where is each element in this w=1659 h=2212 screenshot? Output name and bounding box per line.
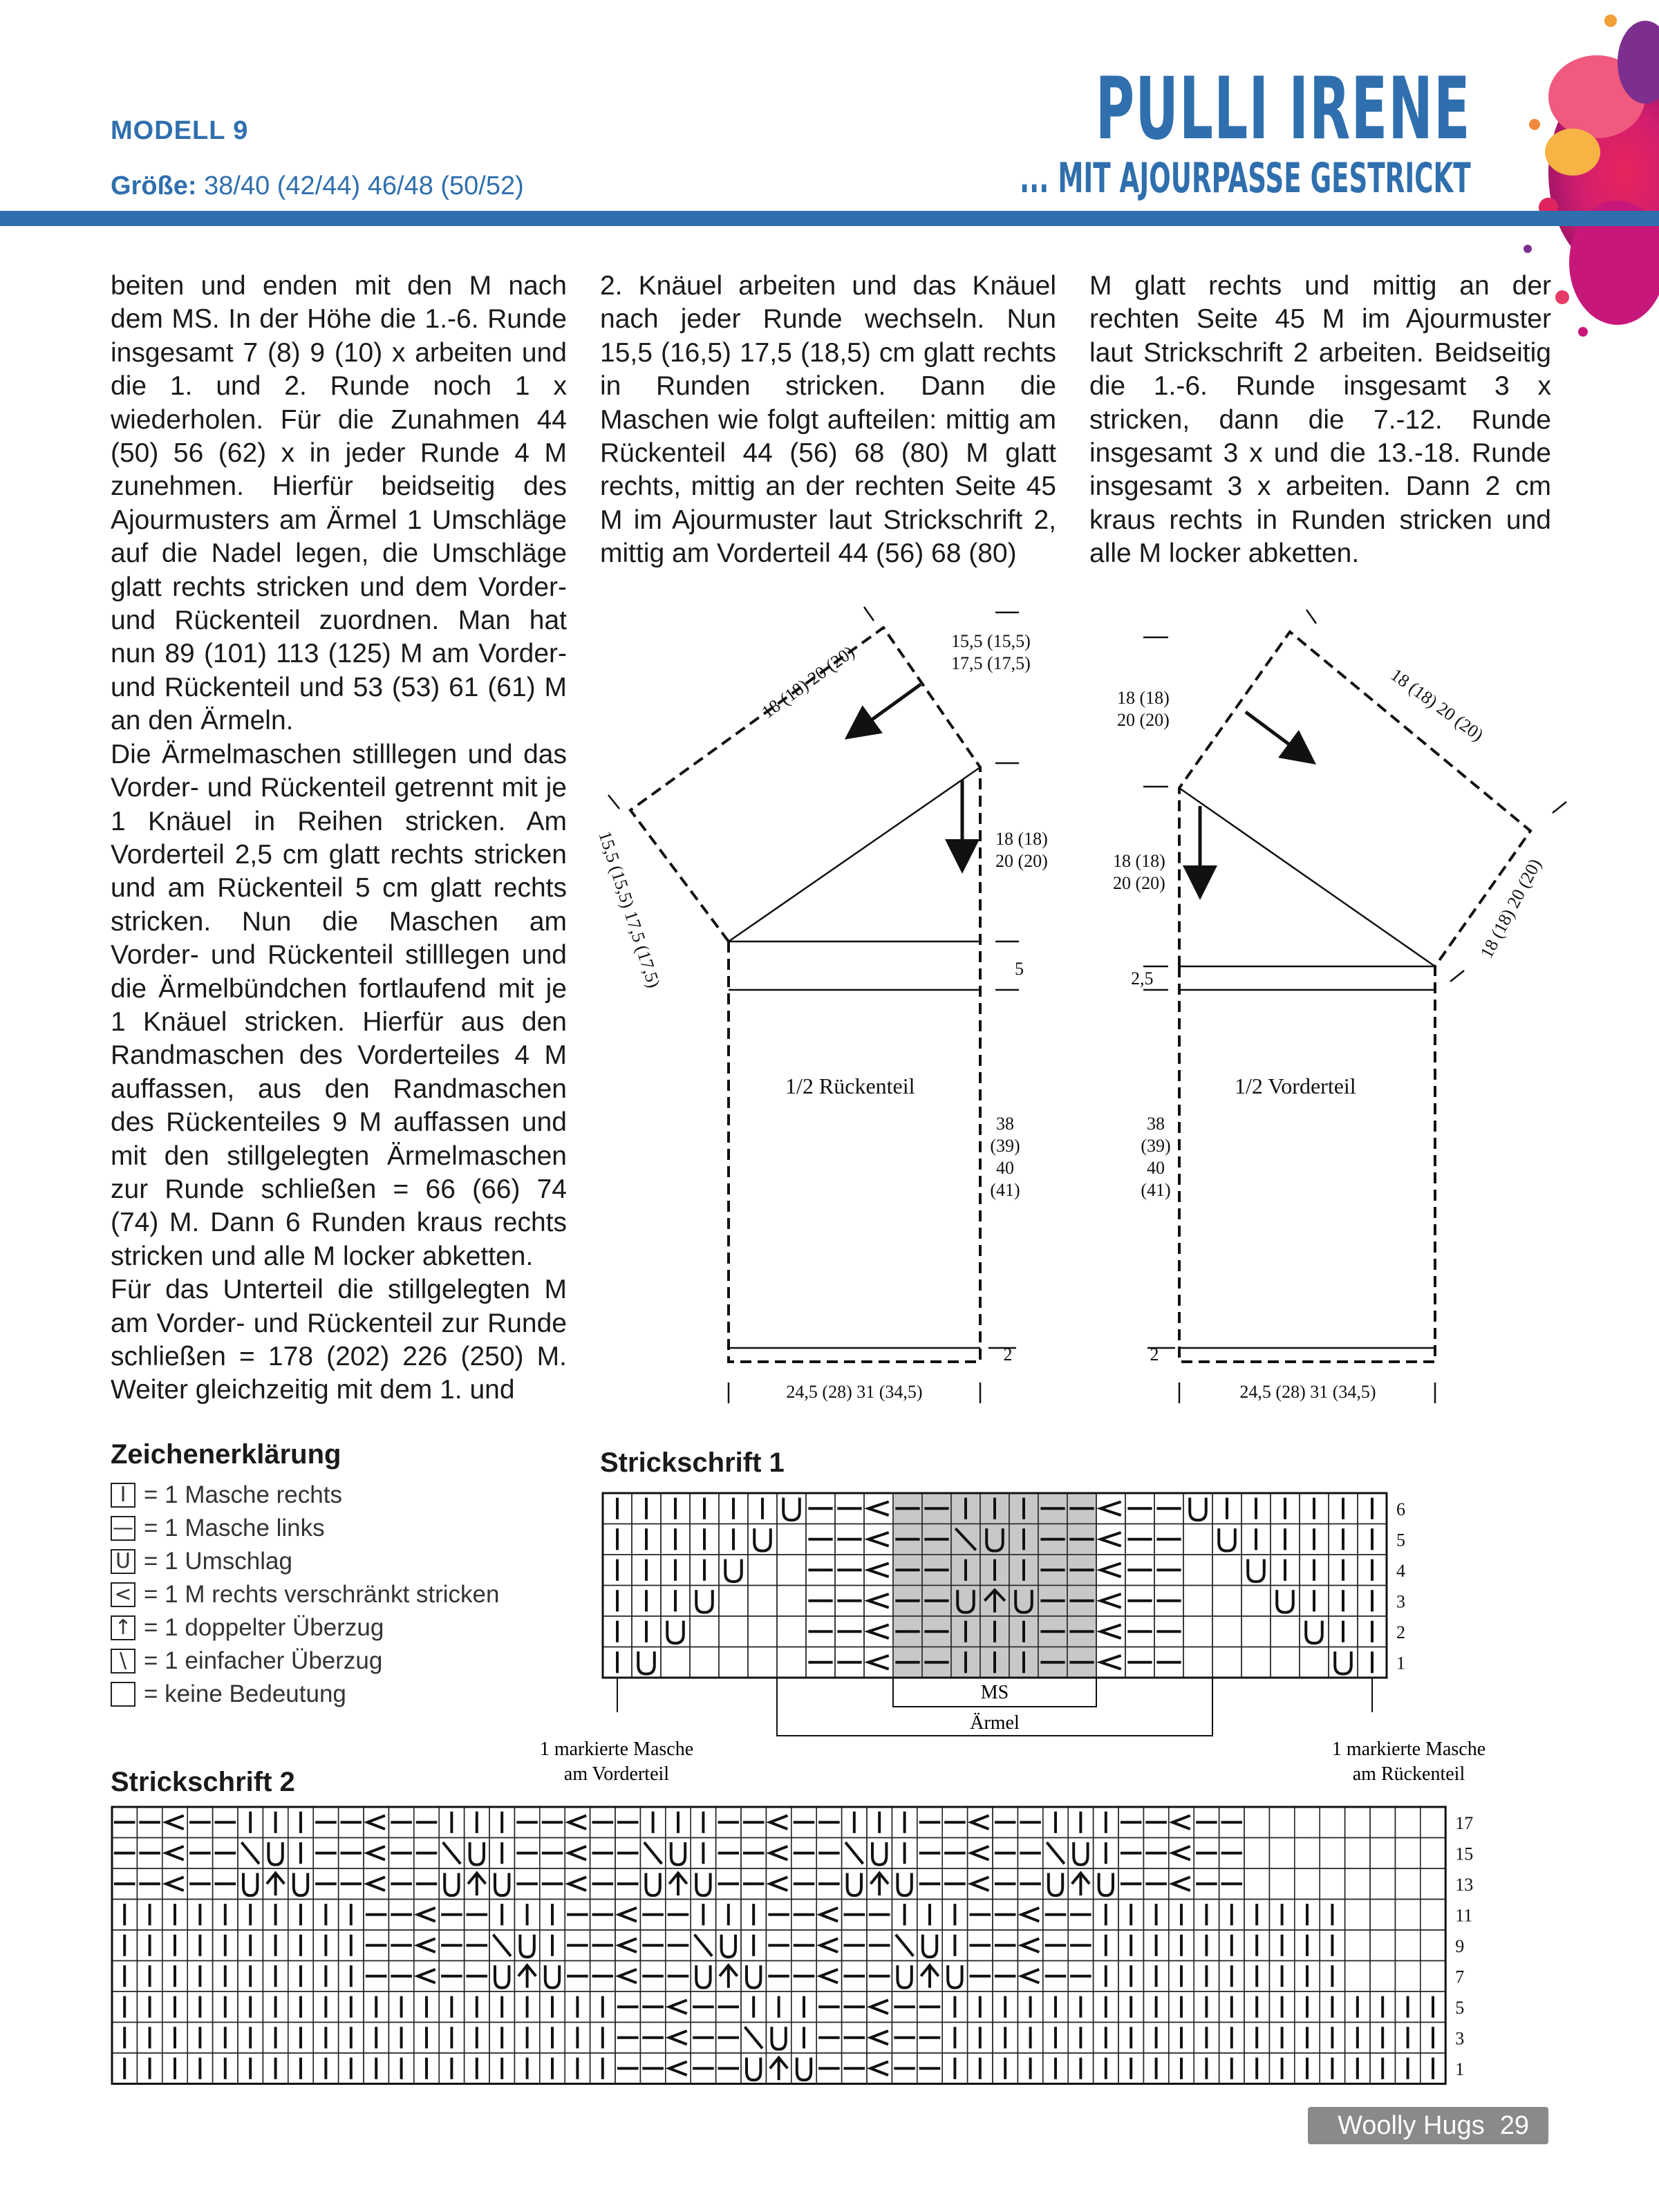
chart2-row: [112, 1930, 1445, 1961]
chart1-cell: [690, 1616, 719, 1647]
back-band-label: 5: [1015, 959, 1024, 979]
chart1-cell: [1300, 1647, 1329, 1678]
chart2-cell: [1345, 1807, 1370, 1838]
chart2-cell: [1320, 1838, 1344, 1869]
legend-text: = 1 doppelter Überzug: [144, 1614, 384, 1641]
legend-symbol: <: [111, 1582, 135, 1607]
chart1-note: am Rückenteil: [1352, 1763, 1465, 1785]
chart1-cell: [719, 1586, 748, 1617]
chart1-cell: [777, 1586, 806, 1617]
chart1-cell: [719, 1616, 748, 1647]
back-piece-label: 1/2 Rückenteil: [785, 1074, 915, 1098]
chart1-row: [603, 1616, 1387, 1647]
chart1-cell: [1241, 1586, 1271, 1617]
back-hem-label: 2: [1003, 1344, 1013, 1365]
chart2-cell: [1320, 1807, 1344, 1838]
back-right-h2: 20 (20): [995, 851, 1048, 871]
chart1-row: [603, 1555, 1387, 1586]
chart1-note: 1 markierte Masche: [539, 1738, 694, 1760]
back-diag-label: 18 (18) 20 (20): [758, 641, 859, 722]
legend-text: = keine Bedeutung: [144, 1680, 346, 1707]
chart1-cell: [1183, 1524, 1212, 1555]
chart2-row: [112, 1991, 1445, 2023]
chart1-cell: [1271, 1616, 1300, 1647]
chart2-row-label: 13: [1455, 1875, 1474, 1895]
front-length-1: 38: [1147, 1114, 1165, 1134]
chart2-cell: [1421, 1868, 1445, 1900]
back-length-2: (39): [990, 1136, 1020, 1156]
back-length-4: (41): [990, 1180, 1020, 1200]
chart2-cell: [1295, 1807, 1320, 1838]
chart2-cell: [1269, 1868, 1294, 1900]
chart1-cell: [1212, 1647, 1241, 1678]
front-piece-label: 1/2 Vorderteil: [1235, 1074, 1356, 1098]
legend-text: = 1 Masche rechts: [144, 1481, 342, 1508]
chart2-row: [112, 2053, 1445, 2084]
chart2-cell: [1244, 1838, 1269, 1869]
chart2-row-label: 3: [1455, 2028, 1465, 2049]
chart2-row: [112, 1807, 1445, 1838]
chart2-cell: [1395, 1868, 1420, 1900]
chart2-cell: [1395, 1930, 1420, 1961]
chart1-row: [603, 1493, 1387, 1524]
chart1-row: [603, 1586, 1387, 1617]
chart1-cell: [1241, 1616, 1271, 1647]
chart2-row-label: 9: [1455, 1936, 1465, 1957]
chart2-row: [112, 1868, 1445, 1900]
chart2-cell: [1421, 1838, 1445, 1869]
chart2-row: [112, 1838, 1445, 1869]
chart1-cell: [1212, 1555, 1241, 1586]
front-length-3: 40: [1147, 1158, 1165, 1178]
chart2-row-label: 5: [1455, 1998, 1465, 2018]
back-length-1: 38: [996, 1114, 1014, 1134]
front-band-label: 2,5: [1131, 968, 1154, 988]
footer-badge: [1308, 2107, 1548, 2144]
chart2-cell: [1320, 1868, 1344, 1900]
chart1: [603, 1493, 1405, 1678]
chart2-row: [112, 2023, 1445, 2054]
chart1-row-label: 5: [1396, 1530, 1405, 1550]
chart1-row-label: 4: [1396, 1561, 1405, 1582]
chart2-cell: [1370, 1868, 1395, 1900]
chart1-row-label: 3: [1396, 1591, 1405, 1612]
legend-symbol: \: [111, 1649, 135, 1674]
back-bottom-width: 24,5 (28) 31 (34,5): [786, 1382, 923, 1402]
chart1-row-label: 1: [1396, 1653, 1405, 1674]
chart2-row: [112, 1900, 1445, 1931]
chart2-cell: [1370, 1930, 1395, 1961]
legend-symbol: U: [111, 1549, 135, 1574]
chart2-cell: [1421, 1900, 1445, 1931]
chart2-cell: [1345, 1930, 1370, 1961]
chart2-cell: [1345, 1838, 1370, 1869]
chart2-row-label: 11: [1455, 1905, 1473, 1926]
back-left-diag-label: 15,5 (15,5) 17,5 (17,5): [594, 828, 664, 991]
chart2-cell: [1421, 1930, 1445, 1961]
front-bottom-width: 24,5 (28) 31 (34,5): [1239, 1382, 1376, 1402]
chart1-cell: [1241, 1647, 1271, 1678]
chart1-cell: [1212, 1586, 1241, 1617]
size-value: 38/40 (42/44) 46/48 (50/52): [196, 171, 524, 200]
legend-symbol: —: [111, 1516, 135, 1541]
front-right-diag-label: 18 (18) 20 (20): [1476, 855, 1546, 962]
back-right-h1: 18 (18): [995, 829, 1048, 849]
paragraph: M glatt rechts und mittig an der rechten Seite 45 M im Ajourmuster laut Strickschrift 2 arbeiten. Beidseitig die 1.-6. Runde insgesamt 3 x stricken, dann die 7.-12. Runde insgesamt 3 x und die 13.-18. Runde insgesamt 3 x arbeiten. Dann 2 cm kraus rechts in Runden stricken und alle M locker abketten.: [1089, 271, 1551, 569]
back-top-width-2: 17,5 (17,5): [951, 653, 1031, 673]
ms-label: MS: [980, 1682, 1009, 1703]
chart1-cell: [777, 1524, 806, 1555]
chart2-cell: [1345, 1900, 1370, 1931]
legend-title: Zeichenerklärung: [111, 1439, 341, 1470]
front-top-h2: 20 (20): [1117, 710, 1170, 730]
legend-text: = 1 einfacher Überzug: [144, 1647, 383, 1674]
front-length-2: (39): [1141, 1136, 1171, 1156]
chart1-cell: [748, 1616, 777, 1647]
chart2-cell: [1345, 1868, 1370, 1900]
chart1-row: [603, 1524, 1387, 1555]
chart1-row-label: 6: [1396, 1499, 1405, 1520]
chart2-cell: [1295, 1868, 1320, 1900]
chart1-note: 1 markierte Masche: [1331, 1738, 1486, 1760]
paragraph: Die Ärmelmaschen stilllegen und das Vorder- und Rückenteil getrennt mit je 1 Knäuel in Reihen stricken. Am Vorderteil 2,5 cm glatt rechts stricken und am Rückenteil 5 cm glatt rechts stricken. Nun die Maschen am Vorder- und Rückenteil stilllegen und die Ärmelbündchen fortlaufend mit je 1 Knäuel stricken. Hierfür aus den Randmaschen des Vorderteiles 4 M auffassen, aus den Randmaschen des Rückenteiles 9 M auffassen und mit den stillgelegten Ärmelmaschen zur Runde schließen = 66 (66) 74 (74) M. Dann 6 Runden kraus rechts stricken und alle M locker abketten.: [111, 739, 567, 1271]
chart1-cell: [1183, 1616, 1212, 1647]
page-subtitle: ... MIT AJOURPASSE GESTRICKT: [1020, 154, 1471, 203]
chart2-row-label: 17: [1455, 1813, 1474, 1834]
front-diag-label: 18 (18) 20 (20): [1387, 664, 1488, 745]
chart2-row: [112, 1961, 1445, 1992]
page-number: 29: [1499, 2110, 1529, 2140]
chart2-cell: [1244, 1807, 1269, 1838]
legend-text: = 1 M rechts verschränkt stricken: [144, 1581, 500, 1608]
chart1-cell: [777, 1616, 806, 1647]
front-top-h1: 18 (18): [1117, 688, 1170, 708]
chart2-cell: [1421, 1807, 1445, 1838]
chart2-title: Strickschrift 2: [111, 1767, 295, 1797]
chart2-cell: [1370, 1900, 1395, 1931]
legend-text: = 1 Masche links: [144, 1515, 325, 1541]
paragraph: 2. Knäuel arbeiten und das Knäuel nach jeder Runde wechseln. Nun 15,5 (16,5) 17,5 (18,5) cm glatt rechts in Runden stricken. Dann die Maschen wie folgt aufteilen: mittig am Rückenteil 44 (56) 68 (80) M glatt rechts, mittig an der rechten Seite 45 M im Ajourmuster laut Strickschrift 2, mittig am Vorderteil 44 (56) 68 (80): [600, 271, 1056, 569]
legend-symbol: ↑: [111, 1615, 135, 1640]
chart1-cell: [719, 1647, 748, 1678]
chart1-cell: [748, 1555, 777, 1586]
front-hem-label: 2: [1150, 1344, 1159, 1365]
chart1-cell: [748, 1647, 777, 1678]
chart2-cell: [1244, 1868, 1269, 1900]
footer-brand: Woolly Hugs: [1338, 2110, 1485, 2140]
back-length-3: 40: [996, 1158, 1014, 1178]
chart2-cell: [1395, 1838, 1420, 1869]
size-label: Größe:: [111, 171, 197, 200]
chart1-row-label: 2: [1396, 1622, 1405, 1643]
chart1-cell: [777, 1555, 806, 1586]
chart1-cell: [690, 1647, 719, 1678]
chart1-cell: [1271, 1647, 1300, 1678]
chart2-cell: [1395, 1807, 1420, 1838]
chart2-cell: [1269, 1838, 1294, 1869]
model-number: MODELL 9: [111, 116, 249, 145]
chart2-cell: [1295, 1838, 1320, 1869]
chart2-row-label: 15: [1455, 1844, 1474, 1864]
chart1-cell: [661, 1647, 690, 1678]
chart1-cell: [1183, 1555, 1212, 1586]
chart2-cell: [1370, 1961, 1395, 1992]
front-mid-h1: 18 (18): [1113, 851, 1165, 871]
chart1-note: am Vorderteil: [563, 1763, 670, 1785]
chart2: [112, 1807, 1473, 2084]
chart2-row-label: 7: [1455, 1967, 1465, 1987]
front-length-4: (41): [1141, 1180, 1171, 1200]
chart1-cell: [1183, 1586, 1212, 1617]
paragraph: Für das Unterteil die stillgelegten M am Vorder- und Rückenteil zur Runde schließen = 178 (202) 226 (250) M. Weiter gleichzeitig mit dem 1. und: [111, 1275, 567, 1405]
chart2-cell: [1395, 1961, 1420, 1992]
chart1-cell: [777, 1647, 806, 1678]
back-top-width: 15,5 (15,5): [951, 631, 1031, 651]
chart1-cell: [748, 1586, 777, 1617]
paragraph: beiten und enden mit den M nach dem MS. In der Höhe die 1.-6. Runde insgesamt 7 (8) 9 (10) x arbeiten und die 1. und 2. Runde noch 1 x wiederholen. Für die Zunahmen 44 (50) 56 (62) x in jeder Runde 4 M zunehmen. Hierfür beidseitig des Ajourmusters am Ärmel 1 Umschläge auf die Nadel legen, die Umschläge glatt rechts stricken und dem Vorder- und Rückenteil zuordnen. Man hat nun 89 (101) 113 (125) M am Vorder- und Rückenteil und 53 (53) 61 (61) M an den Ärmeln.: [111, 271, 567, 736]
chart1-annotations: [540, 1678, 1485, 1785]
armel-label: Ärmel: [970, 1712, 1020, 1734]
legend-symbol: I: [111, 1483, 135, 1508]
chart2-cell: [1421, 1961, 1445, 1992]
front-mid-h2: 20 (20): [1113, 873, 1165, 893]
chart2-row-label: 1: [1455, 2059, 1465, 2080]
chart1-title: Strickschrift 1: [600, 1447, 785, 1478]
page-title: PULLI IRENE: [1096, 59, 1471, 159]
chart2-cell: [1370, 1838, 1395, 1869]
chart1-row: [603, 1647, 1387, 1678]
chart1-cell: [1183, 1647, 1212, 1678]
chart2-cell: [1370, 1807, 1395, 1838]
chart1-cell: [1212, 1616, 1241, 1647]
legend-text: = 1 Umschlag: [144, 1548, 292, 1575]
chart2-cell: [1395, 1900, 1420, 1931]
chart2-cell: [1269, 1807, 1294, 1838]
chart2-cell: [1345, 1961, 1370, 1992]
